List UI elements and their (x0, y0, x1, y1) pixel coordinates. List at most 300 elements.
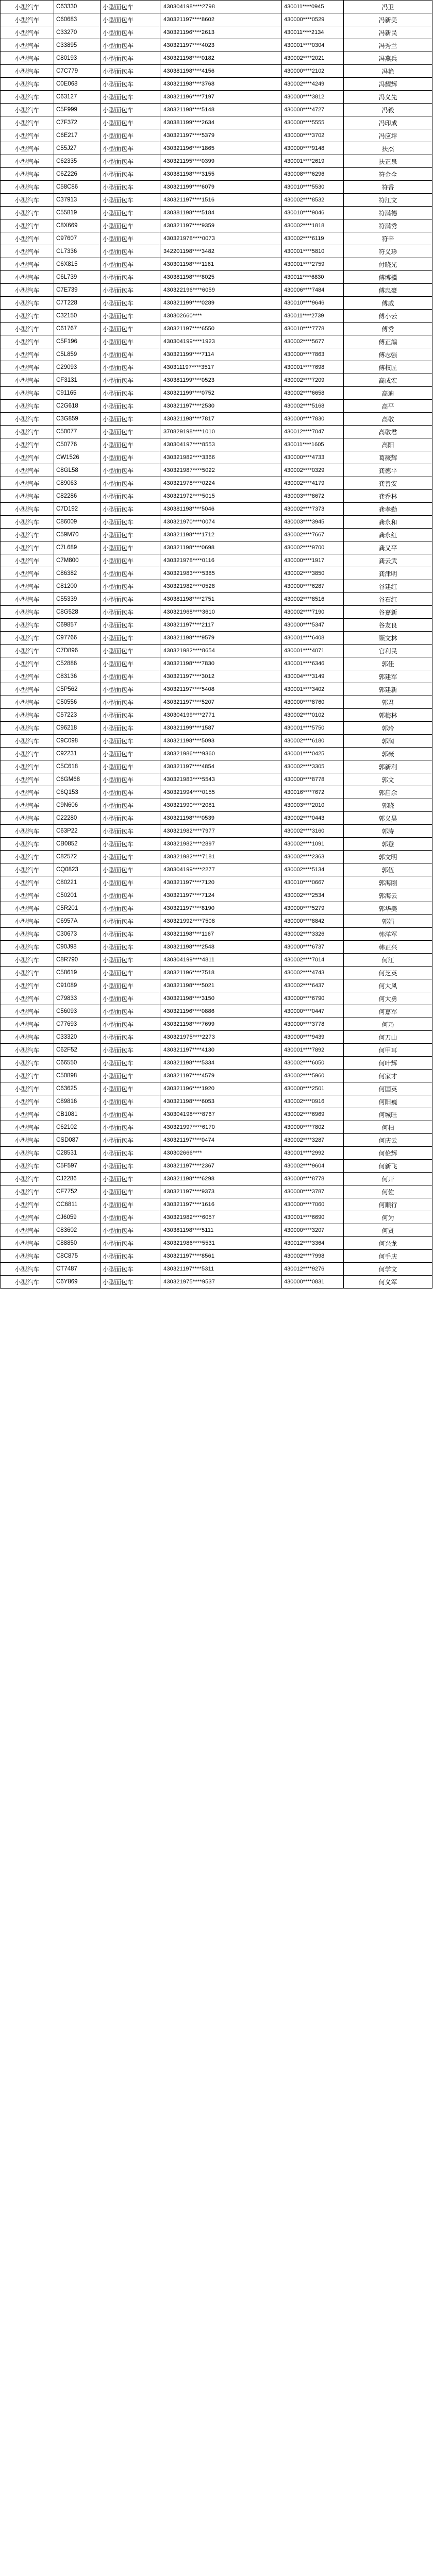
license-number-cell: 430001****3402 (282, 683, 344, 696)
owner-name-cell: 何嘉军 (344, 1005, 432, 1018)
vehicle-model-cell: 小型面包车 (101, 1147, 160, 1159)
owner-name-cell: 符香 (344, 181, 432, 193)
owner-name-cell: 符江文 (344, 194, 432, 206)
table-row (1, 696, 432, 709)
plate-number-cell: C8GL58 (54, 464, 101, 477)
license-number-cell: 430001****7892 (282, 1044, 344, 1056)
license-number-cell: 430001****5750 (282, 722, 344, 734)
vehicle-model-cell: 小型面包车 (101, 323, 160, 335)
license-number-cell: 430012****9276 (282, 1263, 344, 1275)
vehicle-model-cell: 小型面包车 (101, 748, 160, 760)
vehicle-model-cell: 小型面包车 (101, 207, 160, 219)
owner-name-cell: 郭海云 (344, 889, 432, 902)
table-row (1, 1211, 432, 1224)
vehicle-model-cell: 小型面包车 (101, 464, 160, 477)
owner-name-cell: 顾文林 (344, 632, 432, 644)
owner-name-cell: 官利民 (344, 645, 432, 657)
license-number-cell: 430002****2363 (282, 851, 344, 863)
table-row (1, 580, 432, 593)
license-number-cell: 430002****5960 (282, 1070, 344, 1082)
vehicle-type-cell: 小型汽车 (1, 104, 54, 116)
plate-number-cell: C97766 (54, 632, 101, 644)
table-row (1, 1044, 432, 1057)
license-number-cell: 430000****5347 (282, 619, 344, 631)
vehicle-type-cell: 小型汽车 (1, 786, 54, 799)
license-number-cell: 430002****3326 (282, 928, 344, 940)
license-number-cell: 430001****4071 (282, 645, 344, 657)
owner-name-cell: 何学文 (344, 1263, 432, 1275)
table-row (1, 941, 432, 954)
owner-name-cell: 谷石红 (344, 593, 432, 605)
id-number-cell: 430321997****6170 (160, 1121, 282, 1133)
id-number-cell: 430381198****2751 (160, 593, 282, 605)
id-number-cell: 430321990****2081 (160, 799, 282, 811)
vehicle-model-cell: 小型面包车 (101, 786, 160, 799)
owner-name-cell: 何家才 (344, 1070, 432, 1082)
vehicle-type-cell: 小型汽车 (1, 219, 54, 232)
owner-name-cell: 扶杰 (344, 142, 432, 155)
id-number-cell: 430321197****6550 (160, 323, 282, 335)
vehicle-model-cell: 小型面包车 (101, 851, 160, 863)
owner-name-cell: 葛薇辉 (344, 451, 432, 464)
license-number-cell: 430002****0102 (282, 709, 344, 721)
id-number-cell: 430321986****9360 (160, 748, 282, 760)
id-number-cell: 430321198****5148 (160, 104, 282, 116)
plate-number-cell: C55819 (54, 207, 101, 219)
table-row (1, 451, 432, 464)
table-row (1, 851, 432, 863)
vehicle-type-cell: 小型汽车 (1, 915, 54, 927)
plate-number-cell: C63625 (54, 1082, 101, 1095)
vehicle-model-cell: 小型面包车 (101, 232, 160, 245)
table-row (1, 683, 432, 696)
table-row (1, 748, 432, 760)
license-number-cell: 430004****3149 (282, 670, 344, 683)
license-number-cell: 430002****5134 (282, 863, 344, 876)
vehicle-type-cell: 小型汽车 (1, 490, 54, 502)
owner-name-cell: 何义军 (344, 1276, 432, 1288)
vehicle-type-cell: 小型汽车 (1, 271, 54, 283)
vehicle-model-cell: 小型面包车 (101, 78, 160, 90)
table-row (1, 477, 432, 490)
owner-name-cell: 何为 (344, 1211, 432, 1224)
id-number-cell: 430321978****0224 (160, 477, 282, 489)
vehicle-model-cell: 小型面包车 (101, 258, 160, 270)
license-number-cell: 430003****8672 (282, 490, 344, 502)
license-number-cell: 430000****4733 (282, 451, 344, 464)
table-row (1, 1147, 432, 1160)
plate-number-cell: C86009 (54, 516, 101, 528)
plate-number-cell: C62102 (54, 1121, 101, 1133)
table-row (1, 1160, 432, 1173)
table-row (1, 1173, 432, 1185)
vehicle-type-cell: 小型汽车 (1, 812, 54, 824)
plate-number-cell: C90J98 (54, 941, 101, 953)
vehicle-model-cell: 小型面包车 (101, 142, 160, 155)
plate-number-cell: C5C618 (54, 760, 101, 773)
plate-number-cell: C57223 (54, 709, 101, 721)
id-number-cell: 430321197****8190 (160, 902, 282, 914)
vehicle-type-cell: 小型汽车 (1, 1108, 54, 1121)
vehicle-model-cell: 小型面包车 (101, 928, 160, 940)
plate-number-cell: CT7487 (54, 1263, 101, 1275)
license-number-cell: 430002****6437 (282, 979, 344, 992)
owner-name-cell: 冯燕兵 (344, 52, 432, 64)
vehicle-model-cell: 小型面包车 (101, 477, 160, 489)
vehicle-type-cell: 小型汽车 (1, 168, 54, 180)
table-row (1, 799, 432, 812)
license-number-cell: 430002****3305 (282, 760, 344, 773)
table-row (1, 632, 432, 645)
vehicle-type-cell: 小型汽车 (1, 207, 54, 219)
id-number-cell: 430381198****5046 (160, 503, 282, 515)
id-number-cell: 430321197****1616 (160, 1198, 282, 1211)
license-number-cell: 430001****2619 (282, 155, 344, 167)
vehicle-type-cell: 小型汽车 (1, 1121, 54, 1133)
license-number-cell: 430008****6296 (282, 168, 344, 180)
vehicle-model-cell: 小型面包车 (101, 1108, 160, 1121)
id-number-cell: 430321983****5543 (160, 773, 282, 786)
table-row (1, 1018, 432, 1031)
table-row (1, 1134, 432, 1147)
owner-name-cell: 符满德 (344, 207, 432, 219)
vehicle-type-cell: 小型汽车 (1, 992, 54, 1005)
vehicle-model-cell: 小型面包车 (101, 1263, 160, 1275)
license-number-cell: 430000****9148 (282, 142, 344, 155)
owner-name-cell: 傅秀 (344, 323, 432, 335)
owner-name-cell: 郭登 (344, 838, 432, 850)
owner-name-cell: 符辛 (344, 232, 432, 245)
id-number-cell: 370829198****1010 (160, 426, 282, 438)
owner-name-cell: 傅正謆 (344, 335, 432, 348)
table-row (1, 1185, 432, 1198)
owner-name-cell: 何新飞 (344, 1160, 432, 1172)
id-number-cell: 430321197****2367 (160, 1160, 282, 1172)
license-number-cell: 430002****0329 (282, 464, 344, 477)
owner-name-cell: 郭晓 (344, 799, 432, 811)
vehicle-type-cell: 小型汽车 (1, 1185, 54, 1198)
table-row (1, 1082, 432, 1095)
vehicle-type-cell: 小型汽车 (1, 426, 54, 438)
table-row (1, 1263, 432, 1276)
license-number-cell: 430002****8532 (282, 194, 344, 206)
id-number-cell: 430321982****3366 (160, 451, 282, 464)
id-number-cell: 430321197****0474 (160, 1134, 282, 1146)
vehicle-model-cell: 小型面包车 (101, 1198, 160, 1211)
owner-name-cell: 龚永和 (344, 516, 432, 528)
vehicle-model-cell: 小型面包车 (101, 65, 160, 77)
plate-number-cell: C8X669 (54, 219, 101, 232)
vehicle-model-cell: 小型面包车 (101, 1134, 160, 1146)
vehicle-model-cell: 小型面包车 (101, 593, 160, 605)
owner-name-cell: 冯义先 (344, 91, 432, 103)
vehicle-model-cell: 小型面包车 (101, 1018, 160, 1030)
vehicle-model-cell: 小型面包车 (101, 426, 160, 438)
plate-number-cell: C80221 (54, 876, 101, 889)
id-number-cell: 342201198****3482 (160, 245, 282, 258)
table-row (1, 335, 432, 348)
vehicle-model-cell: 小型面包车 (101, 683, 160, 696)
id-number-cell: 430321197****4579 (160, 1070, 282, 1082)
vehicle-type-cell: 小型汽车 (1, 1018, 54, 1030)
id-number-cell: 430304198****2798 (160, 1, 282, 13)
vehicle-model-cell: 小型面包车 (101, 219, 160, 232)
license-number-cell: 430000****7060 (282, 1198, 344, 1211)
table-row (1, 529, 432, 541)
vehicle-model-cell: 小型面包车 (101, 1237, 160, 1249)
owner-name-cell: 郭启余 (344, 786, 432, 799)
table-row (1, 1237, 432, 1250)
plate-number-cell: C81200 (54, 580, 101, 592)
owner-name-cell: 郭伍 (344, 863, 432, 876)
owner-name-cell: 符满秀 (344, 219, 432, 232)
vehicle-type-cell: 小型汽车 (1, 400, 54, 412)
vehicle-model-cell: 小型面包车 (101, 1173, 160, 1185)
plate-number-cell: C8G528 (54, 606, 101, 618)
owner-name-cell: 谷建红 (344, 580, 432, 592)
license-number-cell: 430010****9646 (282, 297, 344, 309)
id-number-cell: 430304199****2771 (160, 709, 282, 721)
vehicle-model-cell: 小型面包车 (101, 1005, 160, 1018)
vehicle-model-cell: 小型面包车 (101, 580, 160, 592)
plate-number-cell: C5F999 (54, 104, 101, 116)
table-row (1, 374, 432, 387)
vehicle-type-cell: 小型汽车 (1, 1276, 54, 1288)
plate-number-cell: CSD087 (54, 1134, 101, 1146)
plate-number-cell: C6Q153 (54, 786, 101, 799)
vehicle-type-cell: 小型汽车 (1, 1263, 54, 1275)
plate-number-cell: CF7752 (54, 1185, 101, 1198)
id-number-cell: 430381198****5184 (160, 207, 282, 219)
owner-name-cell: 高成宏 (344, 374, 432, 386)
owner-name-cell: 傅忠豪 (344, 284, 432, 296)
license-number-cell: 430001****5810 (282, 245, 344, 258)
plate-number-cell: C89816 (54, 1095, 101, 1108)
owner-name-cell: 冯秀兰 (344, 39, 432, 52)
owner-name-cell: 郭君 (344, 696, 432, 708)
owner-name-cell: 何贤 (344, 1224, 432, 1236)
vehicle-model-cell: 小型面包车 (101, 1070, 160, 1082)
vehicle-type-cell: 小型汽车 (1, 799, 54, 811)
table-row (1, 992, 432, 1005)
vehicle-model-cell: 小型面包车 (101, 735, 160, 747)
license-number-cell: 430000****3787 (282, 1185, 344, 1198)
plate-number-cell: C7T228 (54, 297, 101, 309)
plate-number-cell: C91089 (54, 979, 101, 992)
license-number-cell: 430002****1818 (282, 219, 344, 232)
owner-name-cell: 何大风 (344, 979, 432, 992)
license-number-cell: 430012****7047 (282, 426, 344, 438)
vehicle-type-cell: 小型汽车 (1, 1082, 54, 1095)
table-row (1, 838, 432, 851)
plate-number-cell: CC6811 (54, 1198, 101, 1211)
owner-name-cell: 冯新民 (344, 26, 432, 39)
owner-name-cell: 冯耀辉 (344, 78, 432, 90)
table-row (1, 1005, 432, 1018)
id-number-cell: 430321196****2613 (160, 26, 282, 39)
vehicle-type-cell: 小型汽车 (1, 954, 54, 966)
vehicle-model-cell: 小型面包车 (101, 645, 160, 657)
license-number-cell: 430000****6737 (282, 941, 344, 953)
table-row (1, 1121, 432, 1134)
plate-number-cell: C28531 (54, 1147, 101, 1159)
id-number-cell: 430321198****0539 (160, 812, 282, 824)
license-number-cell: 430002****6658 (282, 387, 344, 399)
table-row (1, 323, 432, 335)
vehicle-model-cell: 小型面包车 (101, 915, 160, 927)
owner-name-cell: 符义珍 (344, 245, 432, 258)
vehicle-type-cell: 小型汽车 (1, 91, 54, 103)
vehicle-type-cell: 小型汽车 (1, 567, 54, 580)
vehicle-model-cell: 小型面包车 (101, 1276, 160, 1288)
plate-number-cell: C82286 (54, 490, 101, 502)
license-number-cell: 430000****0831 (282, 1276, 344, 1288)
license-number-cell: 430000****3812 (282, 91, 344, 103)
license-number-cell: 430000****5555 (282, 116, 344, 129)
plate-number-cell: CJ6059 (54, 1211, 101, 1224)
owner-name-cell: 龚云武 (344, 554, 432, 567)
vehicle-model-cell: 小型面包车 (101, 541, 160, 554)
id-number-cell: 430321196****1920 (160, 1082, 282, 1095)
vehicle-type-cell: 小型汽车 (1, 1147, 54, 1159)
vehicle-type-cell: 小型汽车 (1, 297, 54, 309)
vehicle-type-cell: 小型汽车 (1, 387, 54, 399)
table-row (1, 967, 432, 979)
vehicle-model-cell: 小型面包车 (101, 1121, 160, 1133)
vehicle-model-cell: 小型面包车 (101, 1211, 160, 1224)
vehicle-type-cell: 小型汽车 (1, 451, 54, 464)
owner-name-cell: 何伦辉 (344, 1147, 432, 1159)
owner-name-cell: 付晓光 (344, 258, 432, 270)
plate-number-cell: C9N606 (54, 799, 101, 811)
plate-number-cell: C6GM68 (54, 773, 101, 786)
table-row (1, 722, 432, 735)
vehicle-model-cell: 小型面包车 (101, 1160, 160, 1172)
license-number-cell: 430000****7830 (282, 413, 344, 425)
table-row (1, 503, 432, 516)
vehicle-type-cell: 小型汽车 (1, 1, 54, 13)
owner-name-cell: 冯毅 (344, 104, 432, 116)
vehicle-type-cell: 小型汽车 (1, 735, 54, 747)
plate-number-cell: C77693 (54, 1018, 101, 1030)
vehicle-type-cell: 小型汽车 (1, 902, 54, 914)
id-number-cell: 430321197****5408 (160, 683, 282, 696)
vehicle-model-cell: 小型面包车 (101, 284, 160, 296)
license-number-cell: 430002****2534 (282, 889, 344, 902)
vehicle-type-cell: 小型汽车 (1, 26, 54, 39)
owner-name-cell: 郭文 (344, 773, 432, 786)
table-row (1, 657, 432, 670)
table-row (1, 567, 432, 580)
vehicle-type-cell: 小型汽车 (1, 1237, 54, 1249)
table-row (1, 954, 432, 967)
id-number-cell: 430321197****5311 (160, 1263, 282, 1275)
owner-name-cell: 郭建军 (344, 670, 432, 683)
license-number-cell: 430000****8760 (282, 696, 344, 708)
license-number-cell: 430010****0667 (282, 876, 344, 889)
plate-number-cell: C55J27 (54, 142, 101, 155)
owner-name-cell: 傅小云 (344, 310, 432, 322)
vehicle-model-cell: 小型面包车 (101, 1, 160, 13)
vehicle-type-cell: 小型汽车 (1, 1160, 54, 1172)
plate-number-cell: C5P562 (54, 683, 101, 696)
license-number-cell: 430000****3702 (282, 129, 344, 142)
id-number-cell: 430321992****7508 (160, 915, 282, 927)
table-row (1, 438, 432, 451)
table-row (1, 1031, 432, 1044)
owner-name-cell: 郭佳 (344, 657, 432, 670)
license-number-cell: 430002****3287 (282, 1134, 344, 1146)
vehicle-model-cell: 小型面包车 (101, 1044, 160, 1056)
license-number-cell: 430010****9046 (282, 207, 344, 219)
vehicle-type-cell: 小型汽车 (1, 181, 54, 193)
vehicle-model-cell: 小型面包车 (101, 619, 160, 631)
vehicle-type-cell: 小型汽车 (1, 1224, 54, 1236)
table-row (1, 645, 432, 657)
vehicle-type-cell: 小型汽车 (1, 760, 54, 773)
plate-number-cell: C80193 (54, 52, 101, 64)
license-number-cell: 430002****7998 (282, 1250, 344, 1262)
license-number-cell: 430010****5530 (282, 181, 344, 193)
license-number-cell: 430000****0447 (282, 1005, 344, 1018)
owner-name-cell: 高迪 (344, 387, 432, 399)
table-row (1, 773, 432, 786)
license-number-cell: 430000****7802 (282, 1121, 344, 1133)
plate-number-cell: C30673 (54, 928, 101, 940)
id-number-cell: 430304197****8553 (160, 438, 282, 451)
plate-number-cell: C63127 (54, 91, 101, 103)
plate-number-cell: C50898 (54, 1070, 101, 1082)
plate-number-cell: CW1526 (54, 451, 101, 464)
owner-name-cell: 何开 (344, 1173, 432, 1185)
license-number-cell: 430002****6969 (282, 1108, 344, 1121)
vehicle-type-cell: 小型汽车 (1, 876, 54, 889)
vehicle-type-cell: 小型汽车 (1, 696, 54, 708)
id-number-cell: 430321982****0528 (160, 580, 282, 592)
table-row (1, 1095, 432, 1108)
plate-number-cell: C33895 (54, 39, 101, 52)
vehicle-type-cell: 小型汽车 (1, 39, 54, 52)
id-number-cell: 430321983****5385 (160, 567, 282, 580)
id-number-cell: 430321982****7977 (160, 825, 282, 837)
vehicle-type-cell: 小型汽车 (1, 335, 54, 348)
vehicle-model-cell: 小型面包车 (101, 335, 160, 348)
id-number-cell: 430321197****9373 (160, 1185, 282, 1198)
vehicle-model-cell: 小型面包车 (101, 967, 160, 979)
owner-name-cell: 龚乔林 (344, 490, 432, 502)
plate-number-cell: C61767 (54, 323, 101, 335)
vehicle-type-cell: 小型汽车 (1, 1134, 54, 1146)
vehicle-model-cell: 小型面包车 (101, 799, 160, 811)
id-number-cell: 430321197****1516 (160, 194, 282, 206)
vehicle-type-cell: 小型汽车 (1, 554, 54, 567)
vehicle-model-cell: 小型面包车 (101, 1082, 160, 1095)
owner-name-cell: 冯卫 (344, 1, 432, 13)
license-number-cell: 430001****0425 (282, 748, 344, 760)
owner-name-cell: 冯新美 (344, 13, 432, 26)
id-number-cell: 430302666**** (160, 1147, 282, 1159)
table-row (1, 863, 432, 876)
id-number-cell: 430321196****0886 (160, 1005, 282, 1018)
table-row (1, 297, 432, 310)
table-row (1, 104, 432, 116)
table-row (1, 979, 432, 992)
vehicle-type-cell: 小型汽车 (1, 374, 54, 386)
vehicle-type-cell: 小型汽车 (1, 773, 54, 786)
plate-number-cell: C5L859 (54, 348, 101, 361)
license-number-cell: 430000****2102 (282, 65, 344, 77)
license-number-cell: 430002****0443 (282, 812, 344, 824)
